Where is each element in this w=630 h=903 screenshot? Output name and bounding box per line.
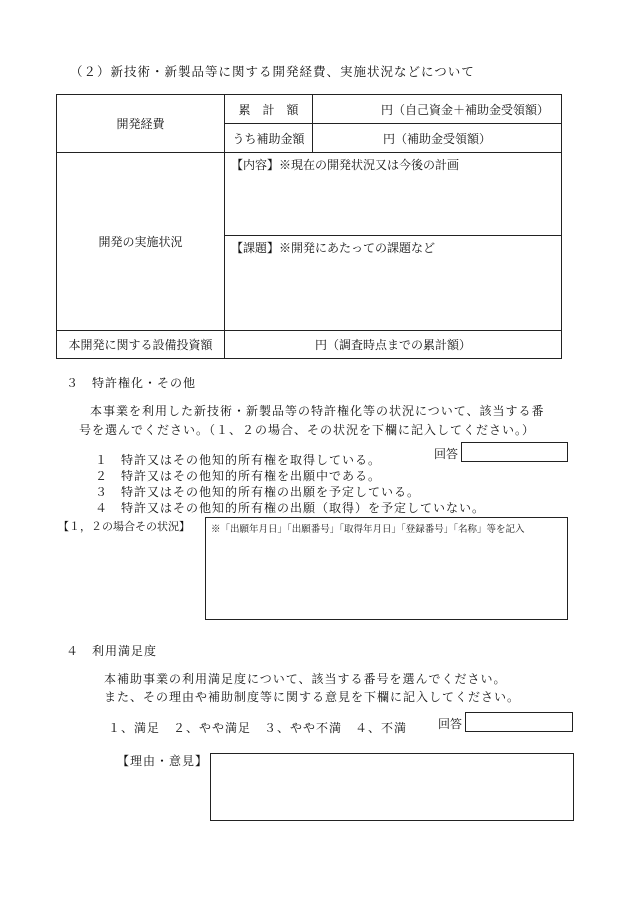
patent-option-4: ４ 特許又はその他知的所有権の出願（取得）を予定していない。 — [95, 501, 486, 515]
invest-label: 本開発に関する設備投資額 — [57, 331, 225, 359]
patent-option-1: １ 特許又はその他知的所有権を取得している。 — [95, 453, 382, 467]
dev-status-label: 開発の実施状況 — [57, 153, 225, 331]
cumulative-label: 累 計 額 — [225, 95, 313, 124]
patent-status-note: ※「出願年月日」「出願番号」「取得年月日」「登録番号」「名称」等を記入 — [211, 524, 525, 535]
section3-heading: ３ 特許権化・その他 — [66, 376, 197, 390]
section3-paragraph-line2: 号を選んでください。（１、２の場合、その状況を下欄に記入してください。） — [79, 423, 536, 437]
reason-box[interactable] — [210, 753, 574, 821]
section4-answer-input[interactable] — [465, 712, 573, 732]
section3-paragraph-line1: 本事業を利用した新技術・新製品等の特許権化等の状況について、該当する番 — [90, 404, 545, 418]
section3-answer-label: 回答 — [434, 447, 459, 461]
section3-answer-input[interactable] — [461, 442, 568, 462]
development-table — [56, 94, 562, 359]
invest-value-field[interactable]: 円（調査時点までの累計額） — [225, 331, 562, 359]
reason-label: 【理由・意見】 — [117, 754, 209, 768]
patent-option-3: ３ 特許又はその他知的所有権の出願を予定している。 — [95, 485, 421, 499]
patent-status-box[interactable] — [205, 517, 568, 620]
dev-content-field[interactable]: 【内容】※現在の開発状況又は今後の計画 — [225, 153, 562, 236]
satisfaction-options: １、満足 ２、やや満足 ３、やや不満 ４、不満 — [108, 721, 408, 735]
dev-issues-field[interactable]: 【課題】※開発にあたっての課題など — [225, 236, 562, 331]
cumulative-value-field[interactable]: 円（自己資金＋補助金受領額） — [313, 95, 562, 124]
patent-option-2: ２ 特許又はその他知的所有権を出願中である。 — [95, 469, 382, 483]
section2-heading: （２）新技術・新製品等に関する開発経費、実施状況などについて — [70, 64, 475, 79]
dev-cost-label: 開発経費 — [57, 95, 225, 153]
section4-heading: ４ 利用満足度 — [66, 644, 158, 658]
section4-paragraph-line1: 本補助事業の利用満足度について、該当する番号を選んでください。 — [104, 672, 507, 686]
subsidy-label: うち補助金額 — [225, 124, 313, 153]
patent-status-label: 【１，２の場合その状況】 — [58, 520, 190, 533]
section4-answer-label: 回答 — [438, 717, 463, 731]
subsidy-value-field[interactable]: 円（補助金受領額） — [313, 124, 562, 153]
section4-paragraph-line2: また、その理由や補助制度等に関する意見を下欄に記入してください。 — [104, 690, 521, 704]
